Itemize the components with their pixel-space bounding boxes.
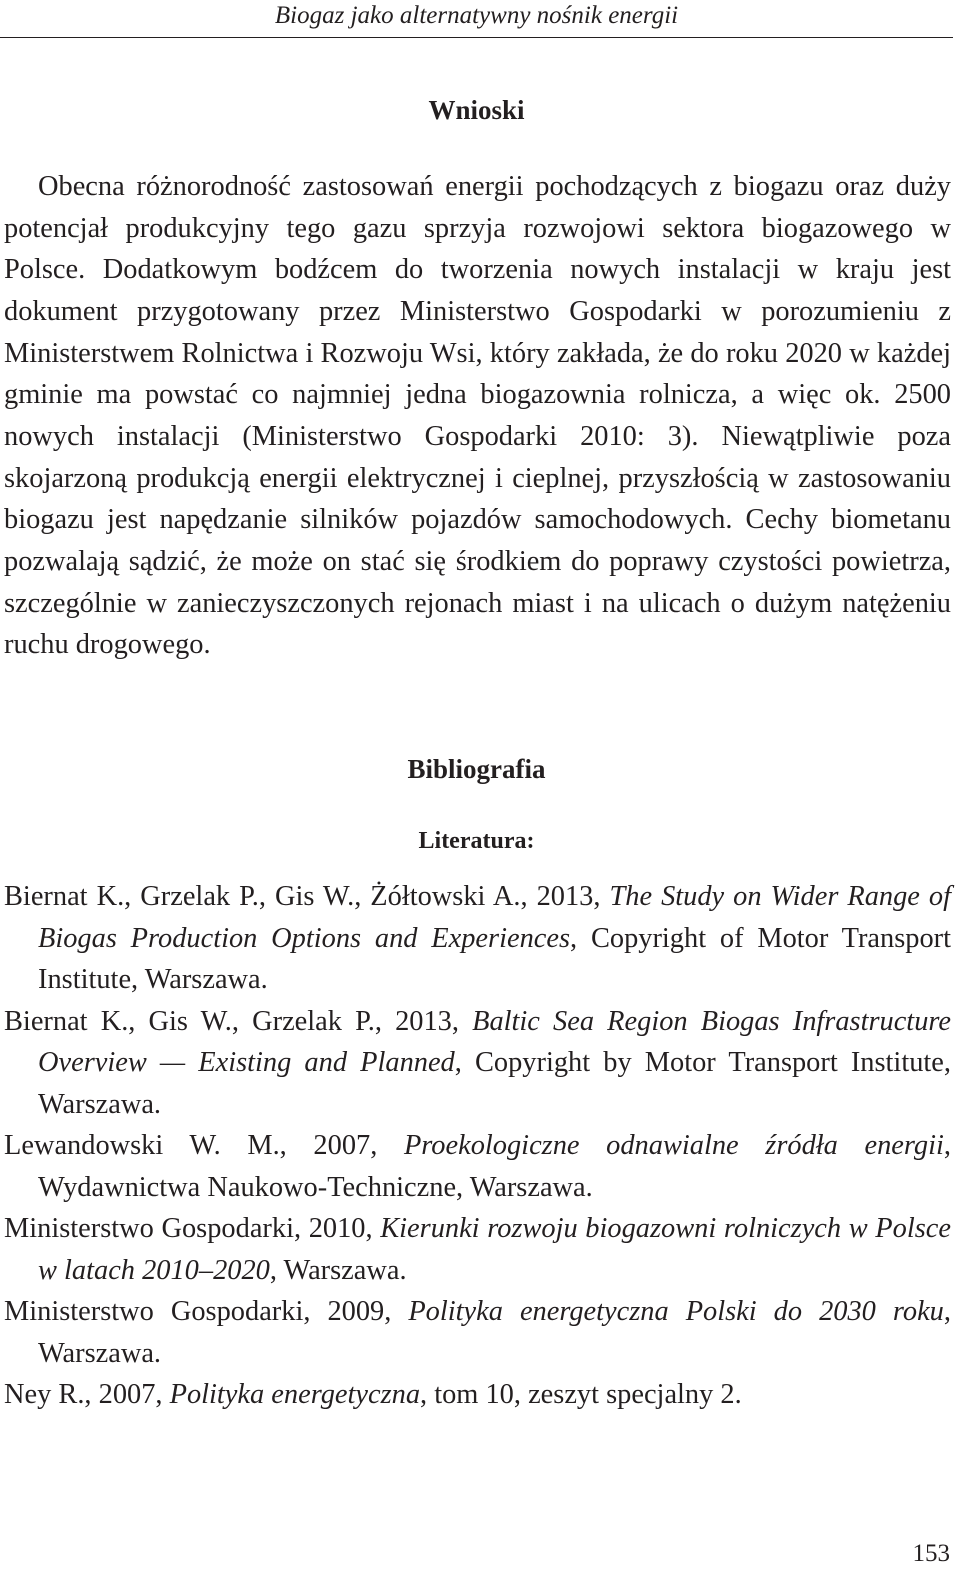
entry-publisher: , Copyright by Motor Transport Institute, Warszawa. — [38, 1047, 951, 1120]
entry-publisher: , Wydawnictwa Naukowo-Techniczne, Warszawa. — [38, 1130, 951, 1203]
entry-authors-year: Ministerstwo Gospodarki, 2010, — [4, 1213, 381, 1244]
bibliography-entry — [4, 1208, 951, 1291]
entry-title: Baltic Sea Region Biogas Infrastructure Overview — Existing and Planned — [38, 1005, 951, 1078]
entry-title: Polityka energetyczna Polski do 2030 roku — [408, 1296, 944, 1327]
conclusions-heading: Wnioski — [428, 95, 525, 125]
entry-publisher: , tom 10, zeszyt specjalny 2. — [420, 1379, 742, 1410]
entry-title: Proekologiczne odnawialne źródła energii — [403, 1130, 944, 1161]
entry-authors-year: Ministerstwo Gospodarki, 2009, — [4, 1296, 409, 1327]
entry-authors-year: Biernat K., Grzelak P., Gis W., Żółtowski A., 2013, — [4, 881, 610, 912]
entry-title: Kierunki rozwoju biogazowni rolniczych w Polsce w latach 2010–2020 — [38, 1213, 951, 1286]
page-number: 153 — [912, 1540, 950, 1567]
entry-publisher: , Warszawa. — [38, 1296, 951, 1369]
entry-publisher: , Warszawa. — [269, 1254, 407, 1286]
bibliography-heading: Bibliografia — [407, 754, 546, 784]
bibliography-entry — [4, 1374, 951, 1416]
bibliography-entry — [4, 876, 951, 1001]
literature-subheading: Literatura: — [418, 828, 535, 854]
entry-title: Polityka energetyczna — [169, 1379, 421, 1410]
bibliography-list — [4, 876, 951, 1416]
entry-publisher: , Copyright of Motor Transport Institute, Warszawa. — [38, 922, 952, 995]
entry-authors-year: Lewandowski W. M., 2007, — [4, 1130, 404, 1161]
bibliography-entry — [4, 1001, 951, 1126]
entry-authors-year: Ney R., 2007, — [4, 1379, 170, 1410]
entry-authors-year: Biernat K., Gis W., Grzelak P., 2013, — [4, 1005, 473, 1037]
conclusions-paragraph: Obecna różnorodność zastosowań energii pochodzących z biogazu oraz duży potencjał produkcyjny tego gazu sprzyja rozwojowi sektora biogazowego w Polsce. Dodatkowym bodźcem do tworzenia nowych instalacji w kraju jest dokument przygotowany przez Ministerstwo Gospodarki w porozumieniu z Ministerstwem Rolnictwa i Rozwoju Wsi, który zakłada, że do roku 2020 w każdej gminie ma powstać co najmniej jedna biogazownia rolnicza, a więc ok. 2500 nowych instalacji (Ministerstwo Gospodarki 2010: 3). Niewątpliwie poza skojarzoną produkcją energii elektrycznej i cieplnej, przyszłością w zastosowaniu biogazu jest napędzanie silników pojazdów samochodowych. Cechy biometanu pozwalają sądzić, że może on stać się środkiem do poprawy czystości powietrza, szczególnie w zanieczyszczonych rejonach miast i na ulicach o dużym natężeniu ruchu drogowego. — [4, 171, 951, 661]
bibliography-entry — [4, 1291, 951, 1374]
running-head: Biogaz jako alternatywny nośnik energii — [0, 0, 953, 38]
bibliography-entry — [4, 1125, 951, 1208]
entry-title: The Study on Wider Range of Biogas Production Options and Experiences — [38, 881, 951, 954]
